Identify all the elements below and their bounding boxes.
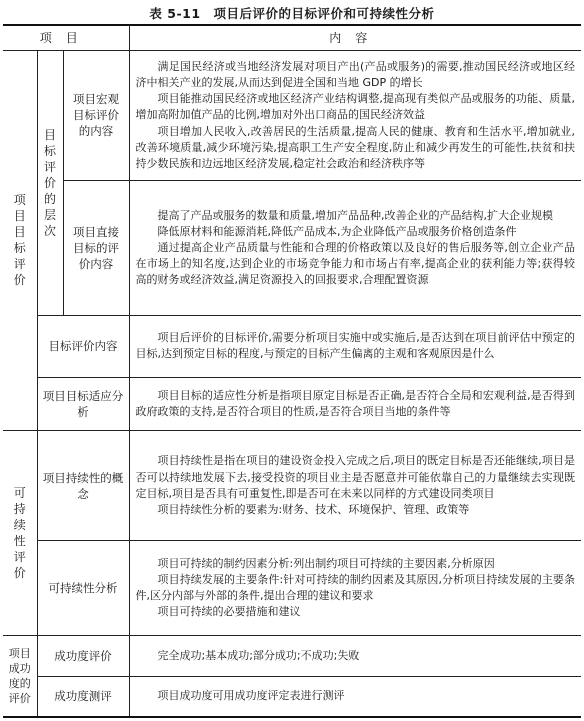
label-adaptability: 项目目标适应分析 (37, 377, 129, 430)
header-project: 项目 (3, 25, 129, 50)
label-eval-content: 目标评价内容 (37, 315, 129, 377)
label-success-rating: 成功度评价 (37, 636, 129, 677)
label-macro: 项目宏观目标评价的内容 (63, 50, 129, 181)
label-sustain-analysis: 可持续性分析 (37, 541, 129, 636)
table-row (3, 541, 581, 636)
label-success-measure: 成功度测评 (37, 676, 129, 717)
table-row (3, 50, 581, 181)
section-goal-eval: 项目目标评价 (3, 50, 37, 431)
header-content: 内容 (129, 25, 581, 50)
table-row (3, 636, 581, 677)
content-macro: 满足国民经济或当地经济发展对项目产出(产品或服务)的需要,推动国民经济或地区经济中相关产业的发展,从而达到促进全国和当地 GDP 的增长 项目能推动国民经济或地区经济产业结构调整,提高现有类似产品或服务的功能、质量,增加高附加值产品的比例,增加对外出口商品的国民经济效益 项目增加人民收入,改善居民的生活质量,提高人民的健康、教育和生活水平,增加就业,改善环境质量,减少环境污染,提高职工生产安全程度,防止和减少再发生的可能性,扶贫和扶持少数民族和边远地区经济发展,稳定社会政治和经济秩序等 (129, 50, 581, 181)
content-sustain-analysis: 项目可持续的制约因素分析:列出制约项目可持续的主要因素,分析原因 项目持续发展的主要条件:针对可持续的制约因素及其原因,分析项目持续发展的主要条件,区分内部与外部的条件,提出合理的建议和要求 项目可持续的必要措施和建议 (129, 541, 581, 636)
table-row (3, 181, 581, 316)
table-row (3, 431, 581, 541)
content-success-measure: 项目成功度可用成功度评定表进行测评 (129, 676, 581, 717)
label-direct: 项目直接目标的评价内容 (63, 181, 129, 316)
table-row (3, 315, 581, 377)
table-row (3, 676, 581, 717)
content-adaptability: 项目目标的适应性分析是指项目原定目标是否正确,是否符合全局和宏观利益,是否得到政府政策的支持,是否符合项目的性质,是否符合项目当地的条件等 (129, 377, 581, 430)
content-eval-content: 项目后评价的目标评价,需要分析项目实施中或实施后,是否达到在项目前评估中预定的目标,达到预定目标的程度,与预定的目标产生偏离的主观和客观原因是什么 (129, 315, 581, 377)
section-success-eval: 项目成功度的评价 (3, 636, 37, 717)
evaluation-table (3, 24, 581, 718)
section-sustain-eval: 可持续性评价 (3, 431, 37, 636)
content-sustain-concept: 项目持续性是指在项目的建设资金投入完成之后,项目的既定目标是否还能继续,项目是否可以持续地发展下去,接受投资的项目业主是否愿意并可能依靠自己的力量继续去实现既定目标,项目是否具有可重复性,即是否可在未来以同样的方式建设同类项目 项目持续性分析的要素为:财务、技术、环境保护、管理、政策等 (129, 431, 581, 541)
section-goal-levels: 目标评价的层次 (37, 50, 63, 315)
table-row (3, 377, 581, 430)
content-direct: 提高了产品或服务的数量和质量,增加产品品种,改善企业的产品结构,扩大企业规模 降低原材料和能源消耗,降低产品成本,为企业降低产品或服务价格创造条件 通过提高企业产品质量与性能和合理的价格政策以及良好的售后服务等,创立企业产品在市场上的知名度,达到企业的市场竞争能力和市场占有率,提高企业的获利能力等;获得较高的财务或经济效益,满足资源投入的回报要求,合理配置资源 (129, 181, 581, 316)
table-title: 表 5-11 项目后评价的目标评价和可持续性分析 (149, 6, 435, 21)
header-row (3, 25, 581, 50)
label-sustain-concept: 项目持续性的概念 (37, 431, 129, 541)
content-success-rating: 完全成功;基本成功;部分成功;不成功;失败 (129, 636, 581, 677)
